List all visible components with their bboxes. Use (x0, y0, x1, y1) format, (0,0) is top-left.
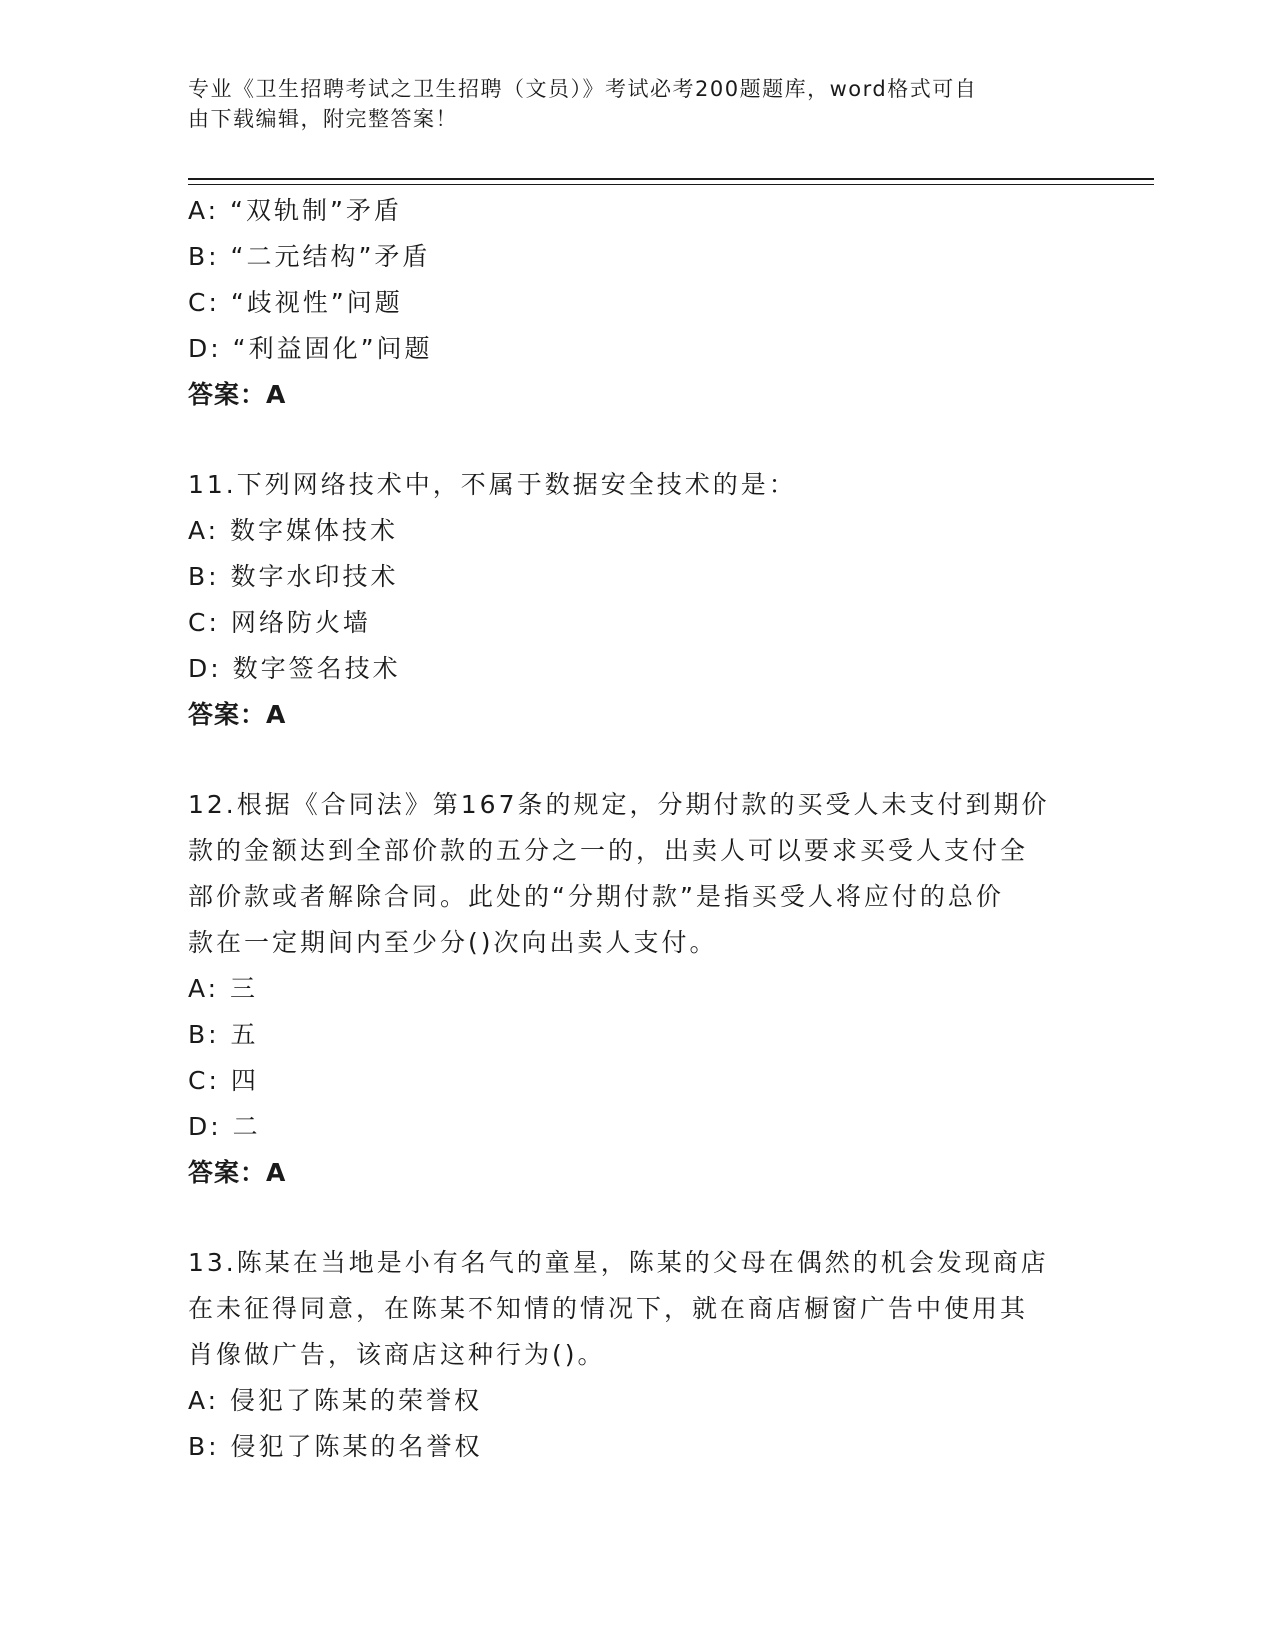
question-text-line-1: 13.陈某在当地是小有名气的童星，陈某的父母在偶然的机会发现商店 (188, 1248, 1049, 1277)
question-spacer (188, 1196, 1088, 1240)
option-b: B: 数字水印技术 (188, 562, 399, 591)
question-text-line-2: 款的金额达到全部价款的五分之一的，出卖人可以要求买受人支付全 (188, 836, 1029, 865)
question-11 (188, 462, 1088, 738)
option-b: B: “二元结构”矛盾 (188, 242, 431, 271)
question-text-line-4: 款在一定期间内至少分()次向出卖人支付。 (188, 928, 718, 957)
question-spacer (188, 738, 1088, 782)
option-a: A: 数字媒体技术 (188, 516, 399, 545)
option-d: D: 二 (188, 1112, 261, 1141)
document-header (188, 74, 1068, 134)
answer-line: 答案：A (188, 700, 287, 729)
header-line-2: 由下载编辑，附完整答案！ (188, 107, 458, 131)
option-b: B: 侵犯了陈某的名誉权 (188, 1432, 483, 1461)
header-line-1: 专业《卫生招聘考试之卫生招聘（文员）》考试必考200题题库，word格式可自 (188, 77, 978, 101)
question-spacer (188, 418, 1088, 462)
option-c: C: “歧视性”问题 (188, 288, 403, 317)
question-text-line-3: 肖像做广告，该商店这种行为()。 (188, 1340, 606, 1369)
answer-line: 答案：A (188, 380, 287, 409)
question-list (188, 188, 1088, 1470)
question-10 (188, 188, 1088, 418)
option-c: C: 网络防火墙 (188, 608, 371, 637)
question-text-line-2: 在未征得同意，在陈某不知情的情况下，就在商店橱窗广告中使用其 (188, 1294, 1029, 1323)
option-a: A: 三 (188, 974, 259, 1003)
question-12 (188, 782, 1088, 1196)
option-d: D: 数字签名技术 (188, 654, 401, 683)
option-b: B: 五 (188, 1020, 259, 1049)
option-c: C: 四 (188, 1066, 259, 1095)
option-a: A: “双轨制”矛盾 (188, 196, 402, 225)
question-text: 11.下列网络技术中，不属于数据安全技术的是： (188, 470, 797, 499)
header-divider-thick (188, 178, 1154, 180)
answer-line: 答案：A (188, 1158, 287, 1187)
option-d: D: “利益固化”问题 (188, 334, 433, 363)
question-text-line-1: 12.根据《合同法》第167条的规定，分期付款的买受人未支付到期价 (188, 790, 1050, 819)
option-a: A: 侵犯了陈某的荣誉权 (188, 1386, 483, 1415)
question-13 (188, 1240, 1088, 1470)
question-text-line-3: 部价款或者解除合同。此处的“分期付款”是指买受人将应付的总价 (188, 882, 1004, 911)
header-divider-thin (188, 184, 1154, 185)
